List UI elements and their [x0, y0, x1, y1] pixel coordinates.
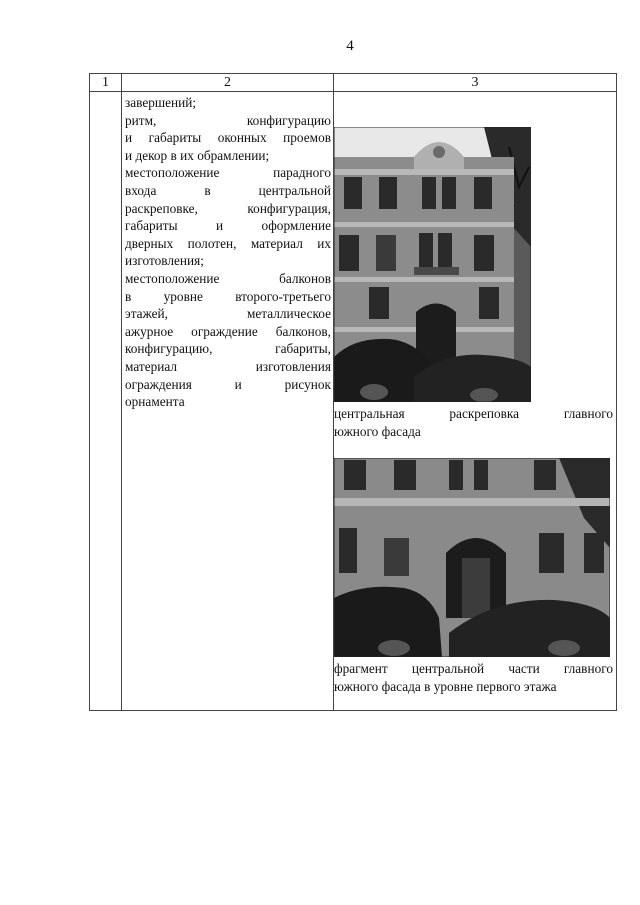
cell-col-1: [90, 92, 122, 711]
cell-col-3: [334, 92, 617, 711]
document-table: [89, 73, 617, 711]
caption-line: южного фасада: [334, 423, 421, 439]
header-col-2: 2: [122, 74, 334, 92]
caption-line: фрагмент центральной части главного: [334, 661, 613, 677]
text-line: конфигурацию, габариты,: [125, 341, 331, 357]
text-line: изготовления;: [125, 253, 204, 269]
text-line: входа в центральной: [125, 182, 331, 198]
table-row: [90, 92, 617, 711]
text-line: и габариты оконных проемов: [125, 130, 331, 146]
text-line: дверных полотен, материал их: [125, 235, 331, 251]
photo-caption-2: [334, 660, 613, 695]
text-line: этажей, металлическое: [125, 306, 331, 322]
text-line: в уровне второго-третьего: [125, 288, 331, 304]
caption-line: южного фасада в уровне первого этажа: [334, 678, 557, 694]
text-line: завершений;: [125, 95, 197, 110]
caption-line: центральная раскреповка главного: [334, 406, 613, 421]
header-col-3: 3: [334, 74, 617, 92]
table-header-row: [90, 74, 617, 92]
header-col-1: 1: [90, 74, 122, 92]
text-line: раскреповке, конфигурация,: [125, 200, 331, 216]
protected-features-text: [122, 92, 333, 411]
text-line: орнамента: [125, 394, 185, 410]
page-number: 4: [346, 38, 354, 54]
text-line: и декор в их обрамлении;: [125, 147, 270, 163]
cell-col-2: [122, 92, 334, 711]
facade-photo-central: [334, 127, 531, 402]
photo-caption-1: [334, 405, 613, 440]
text-line: ограждения и рисунок: [125, 376, 331, 392]
text-line: материал изготовления: [125, 358, 331, 374]
text-line: ажурное ограждение балконов,: [125, 323, 331, 339]
text-line: местоположение парадного: [125, 165, 331, 181]
text-line: габариты и оформление: [125, 218, 331, 234]
text-line: ритм, конфигурацию: [125, 112, 331, 128]
text-line: местоположение балконов: [125, 270, 331, 286]
facade-photo-ground-floor: [334, 458, 610, 657]
